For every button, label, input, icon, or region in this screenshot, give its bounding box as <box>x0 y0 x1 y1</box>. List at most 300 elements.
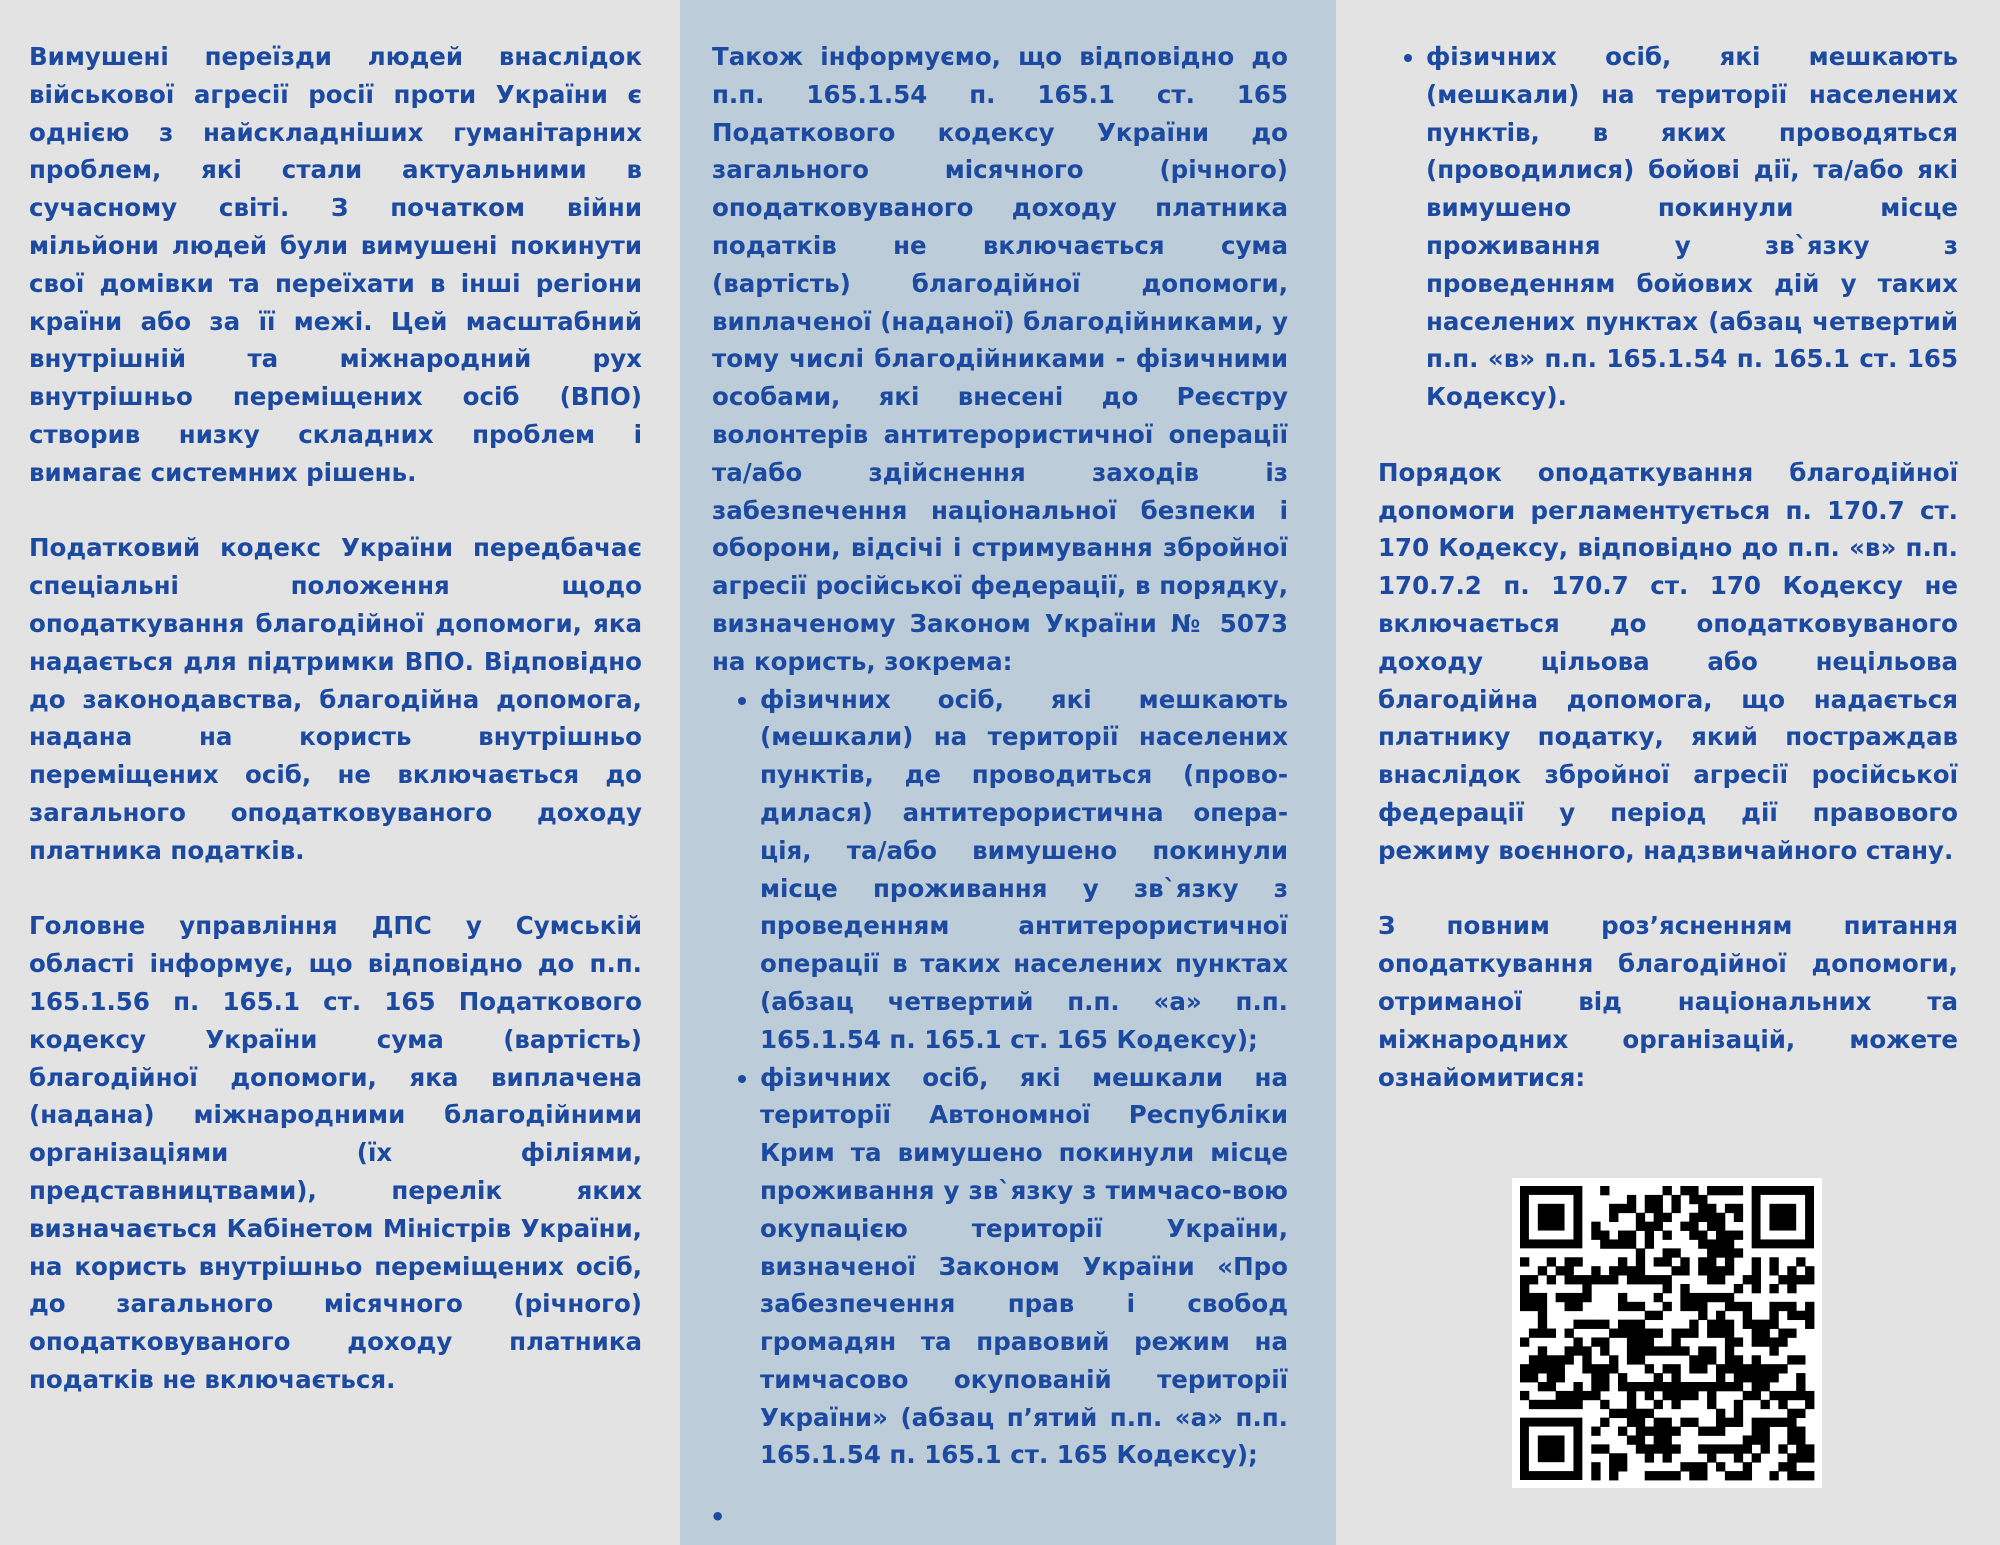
qr-module <box>1636 1427 1645 1436</box>
qr-module <box>1787 1329 1796 1338</box>
qr-module <box>1645 1329 1654 1338</box>
qr-module <box>1778 1364 1787 1373</box>
qr-module <box>1538 1364 1547 1373</box>
qr-module <box>1645 1382 1654 1391</box>
qr-module <box>1761 1444 1770 1453</box>
qr-module <box>1689 1382 1698 1391</box>
qr-module <box>1600 1231 1609 1240</box>
qr-module <box>1796 1409 1805 1418</box>
qr-module <box>1609 1453 1618 1462</box>
qr-module <box>1787 1409 1796 1418</box>
qr-module <box>1600 1186 1609 1195</box>
qr-module <box>1725 1231 1734 1240</box>
qr-module <box>1796 1373 1805 1382</box>
qr-module <box>1609 1471 1618 1480</box>
qr-module <box>1565 1302 1574 1311</box>
qr-module <box>1618 1302 1627 1311</box>
qr-module <box>1609 1239 1618 1248</box>
qr-module <box>1778 1391 1787 1400</box>
qr-module <box>1636 1266 1645 1275</box>
qr-module <box>1556 1266 1565 1275</box>
qr-module <box>1707 1186 1716 1195</box>
qr-module <box>1707 1444 1716 1453</box>
qr-module <box>1573 1382 1582 1391</box>
qr-module <box>1636 1435 1645 1444</box>
qr-module <box>1805 1471 1814 1480</box>
qr-module <box>1645 1222 1654 1231</box>
paragraph-full-explanation: З повним роз’ясненням питання оподаткування благодійної допомоги, отриманої від національних та міжнародних організацій, можете ознайомитися: <box>1378 911 1958 1092</box>
qr-module <box>1565 1329 1574 1338</box>
qr-module <box>1761 1329 1770 1338</box>
qr-module <box>1698 1346 1707 1355</box>
qr-module <box>1707 1355 1716 1364</box>
qr-module <box>1796 1257 1805 1266</box>
qr-module <box>1778 1337 1787 1346</box>
qr-module <box>1787 1418 1796 1427</box>
qr-module <box>1636 1257 1645 1266</box>
qr-module <box>1761 1382 1770 1391</box>
qr-module <box>1636 1444 1645 1453</box>
qr-module <box>1654 1311 1663 1320</box>
qr-module <box>1609 1462 1618 1471</box>
qr-module <box>1556 1293 1565 1302</box>
qr-module <box>1618 1204 1627 1213</box>
qr-module <box>1707 1222 1716 1231</box>
qr-module <box>1547 1364 1556 1373</box>
qr-module <box>1752 1337 1761 1346</box>
qr-module <box>1716 1222 1725 1231</box>
qr-module <box>1529 1373 1538 1382</box>
qr-module <box>1529 1293 1538 1302</box>
qr-module <box>1520 1302 1529 1311</box>
qr-module <box>1609 1213 1618 1222</box>
qr-module <box>1680 1391 1689 1400</box>
qr-module <box>1645 1204 1654 1213</box>
qr-module <box>1698 1364 1707 1373</box>
qr-module <box>1716 1462 1725 1471</box>
qr-code-icon[interactable] <box>1512 1178 1822 1488</box>
qr-module <box>1689 1320 1698 1329</box>
qr-module <box>1796 1391 1805 1400</box>
qr-module <box>1698 1462 1707 1471</box>
column-left <box>0 0 680 1545</box>
qr-module <box>1671 1400 1680 1409</box>
qr-module <box>1725 1382 1734 1391</box>
qr-module <box>1752 1435 1761 1444</box>
qr-module <box>1529 1355 1538 1364</box>
qr-module <box>1565 1391 1574 1400</box>
qr-module <box>1689 1231 1698 1240</box>
qr-module <box>1787 1311 1796 1320</box>
qr-module <box>1609 1355 1618 1364</box>
qr-module <box>1743 1364 1752 1373</box>
qr-module <box>1645 1311 1654 1320</box>
qr-module <box>1707 1213 1716 1222</box>
qr-module <box>1636 1248 1645 1257</box>
qr-module <box>1725 1320 1734 1329</box>
qr-module <box>1618 1257 1627 1266</box>
qr-module <box>1573 1293 1582 1302</box>
qr-module <box>1716 1329 1725 1338</box>
qr-module <box>1752 1275 1761 1284</box>
qr-module <box>1565 1293 1574 1302</box>
qr-module <box>1645 1337 1654 1346</box>
qr-module <box>1707 1382 1716 1391</box>
qr-module <box>1716 1213 1725 1222</box>
qr-module <box>1565 1346 1574 1355</box>
paragraph-tax-code: Податковий кодекс України передбачає спеціальні положення щодо оподаткування благодійної допомоги, яка надається для підтримки ВПО. Відповідно до законодавства, благодійна допомога, надана на користь внутрішньо переміщених осіб, не включається до загального оподатковуваного доходу платника податків. <box>29 533 642 865</box>
qr-module <box>1778 1302 1787 1311</box>
qr-module <box>1769 1391 1778 1400</box>
qr-finder-inner <box>1769 1204 1796 1231</box>
qr-module <box>1671 1364 1680 1373</box>
qr-module <box>1627 1195 1636 1204</box>
qr-module <box>1769 1346 1778 1355</box>
qr-module <box>1627 1204 1636 1213</box>
column-middle <box>680 0 1336 1545</box>
qr-module <box>1556 1373 1565 1382</box>
qr-module <box>1654 1382 1663 1391</box>
qr-module <box>1582 1275 1591 1284</box>
qr-module <box>1573 1302 1582 1311</box>
qr-module <box>1636 1275 1645 1284</box>
qr-module <box>1618 1239 1627 1248</box>
qr-module <box>1689 1195 1698 1204</box>
qr-module <box>1671 1204 1680 1213</box>
qr-module <box>1734 1400 1743 1409</box>
qr-module <box>1716 1266 1725 1275</box>
qr-module <box>1680 1302 1689 1311</box>
qr-module <box>1752 1391 1761 1400</box>
qr-module <box>1761 1337 1770 1346</box>
qr-module <box>1636 1346 1645 1355</box>
qr-module <box>1725 1204 1734 1213</box>
qr-module <box>1796 1382 1805 1391</box>
qr-module <box>1663 1453 1672 1462</box>
qr-module <box>1796 1311 1805 1320</box>
qr-module <box>1787 1266 1796 1275</box>
qr-module <box>1734 1204 1743 1213</box>
qr-module <box>1671 1266 1680 1275</box>
qr-module <box>1591 1444 1600 1453</box>
qr-module <box>1654 1213 1663 1222</box>
qr-module <box>1654 1257 1663 1266</box>
qr-module <box>1716 1248 1725 1257</box>
qr-module <box>1618 1320 1627 1329</box>
qr-module <box>1618 1373 1627 1382</box>
qr-module <box>1618 1427 1627 1436</box>
qr-module <box>1538 1355 1547 1364</box>
qr-module <box>1707 1248 1716 1257</box>
empty-bullet: • <box>710 1503 726 1531</box>
qr-module <box>1707 1346 1716 1355</box>
qr-module <box>1645 1346 1654 1355</box>
qr-module <box>1547 1257 1556 1266</box>
qr-module <box>1761 1400 1770 1409</box>
qr-module <box>1787 1471 1796 1480</box>
qr-module <box>1752 1257 1761 1266</box>
qr-module <box>1752 1453 1761 1462</box>
qr-module <box>1582 1320 1591 1329</box>
list-item-ato: • фізичних осіб, які мешкають (мешкали) на території населених пунктів, де проводиться (прово-дилася) антитерористична опера-ція, та/або вимушено покинули місце проживання у зв`язку з проведенням антитерористичної операції в таких населених пунктах (абзац четвертий п.п. «а» п.п. 165.1.54 п. 165.1 ст. 165 Кодексу); <box>760 681 1288 1059</box>
qr-module <box>1725 1302 1734 1311</box>
qr-module <box>1627 1337 1636 1346</box>
qr-module <box>1769 1373 1778 1382</box>
qr-module <box>1591 1222 1600 1231</box>
qr-module <box>1636 1302 1645 1311</box>
qr-module <box>1805 1391 1814 1400</box>
qr-module <box>1689 1391 1698 1400</box>
qr-module <box>1796 1435 1805 1444</box>
qr-module <box>1627 1346 1636 1355</box>
qr-module <box>1618 1462 1627 1471</box>
qr-module <box>1787 1462 1796 1471</box>
qr-module <box>1769 1418 1778 1427</box>
qr-module <box>1707 1320 1716 1329</box>
qr-module <box>1547 1329 1556 1338</box>
qr-module <box>1609 1329 1618 1338</box>
list-item-combat-zones: • фізичних осіб, які мешкають (мешкали) на території населених пунктів, в яких проводяться (проводилися) бойові дії, та/або які вимушено покинули місце проживання у зв`язку з проведенням бойових дій у таких населених пунктах (абзац четвертий п.п. «в» п.п. 165.1.54 п. 165.1 ст. 165 Кодексу). <box>1426 38 1958 416</box>
qr-module <box>1734 1248 1743 1257</box>
qr-module <box>1689 1364 1698 1373</box>
qr-module <box>1725 1239 1734 1248</box>
qr-module <box>1689 1293 1698 1302</box>
qr-module <box>1689 1462 1698 1471</box>
qr-module <box>1591 1471 1600 1480</box>
qr-module <box>1716 1373 1725 1382</box>
qr-module <box>1618 1409 1627 1418</box>
qr-module <box>1654 1444 1663 1453</box>
qr-module <box>1645 1275 1654 1284</box>
qr-module <box>1734 1213 1743 1222</box>
qr-module <box>1591 1266 1600 1275</box>
qr-module <box>1556 1400 1565 1409</box>
qr-module <box>1787 1427 1796 1436</box>
qr-module <box>1600 1444 1609 1453</box>
qr-module <box>1582 1364 1591 1373</box>
qr-module <box>1591 1391 1600 1400</box>
qr-module <box>1520 1337 1529 1346</box>
qr-module <box>1600 1382 1609 1391</box>
qr-module <box>1654 1329 1663 1338</box>
qr-module <box>1520 1293 1529 1302</box>
qr-module <box>1636 1329 1645 1338</box>
qr-module <box>1547 1355 1556 1364</box>
qr-module <box>1734 1355 1743 1364</box>
qr-module <box>1627 1435 1636 1444</box>
qr-module <box>1698 1266 1707 1275</box>
qr-module <box>1743 1391 1752 1400</box>
qr-module <box>1787 1284 1796 1293</box>
qr-module <box>1671 1337 1680 1346</box>
qr-module <box>1671 1329 1680 1338</box>
qr-module <box>1645 1364 1654 1373</box>
qr-module <box>1600 1337 1609 1346</box>
qr-module <box>1582 1346 1591 1355</box>
qr-module <box>1725 1186 1734 1195</box>
qr-module <box>1591 1337 1600 1346</box>
qr-module <box>1698 1195 1707 1204</box>
qr-module <box>1698 1444 1707 1453</box>
qr-module <box>1663 1186 1672 1195</box>
qr-module <box>1743 1320 1752 1329</box>
qr-module <box>1707 1257 1716 1266</box>
qr-module <box>1636 1382 1645 1391</box>
qr-module <box>1663 1391 1672 1400</box>
qr-module <box>1769 1471 1778 1480</box>
qr-module <box>1538 1320 1547 1329</box>
qr-module <box>1591 1231 1600 1240</box>
qr-module <box>1582 1284 1591 1293</box>
qr-module <box>1520 1391 1529 1400</box>
qr-module <box>1663 1382 1672 1391</box>
qr-module <box>1663 1248 1672 1257</box>
qr-module <box>1565 1400 1574 1409</box>
qr-module <box>1761 1364 1770 1373</box>
qr-module <box>1698 1293 1707 1302</box>
qr-module <box>1752 1373 1761 1382</box>
qr-module <box>1627 1239 1636 1248</box>
qr-module <box>1787 1355 1796 1364</box>
qr-finder-inner <box>1538 1435 1565 1462</box>
qr-module <box>1654 1275 1663 1284</box>
qr-module <box>1725 1293 1734 1302</box>
qr-module <box>1636 1355 1645 1364</box>
qr-module <box>1680 1382 1689 1391</box>
qr-module <box>1654 1222 1663 1231</box>
qr-module <box>1609 1364 1618 1373</box>
qr-module <box>1743 1471 1752 1480</box>
qr-module <box>1707 1266 1716 1275</box>
qr-module <box>1609 1409 1618 1418</box>
qr-module <box>1573 1400 1582 1409</box>
qr-module <box>1734 1337 1743 1346</box>
qr-module <box>1743 1373 1752 1382</box>
qr-finder-inner <box>1538 1204 1565 1231</box>
qr-module <box>1671 1382 1680 1391</box>
qr-module <box>1654 1204 1663 1213</box>
qr-module <box>1663 1213 1672 1222</box>
qr-module <box>1565 1355 1574 1364</box>
qr-module <box>1538 1266 1547 1275</box>
paragraph-sumy-dps: Головне управління ДПС у Сумській області інформує, що відповідно до п.п. 165.1.56 п. 165.1 ст. 165 Податкового кодексу України сума (вартість) благодійної допомоги, яка виплачена (надана) міжнародними благодійними організаціями (їх філіями, представництвами), перелік яких визначається Кабінетом Міністрів України, на користь внутрішньо переміщених осіб, до загального місячного (річного) оподатковуваного доходу платника податків не включається. <box>29 911 642 1394</box>
qr-module <box>1654 1427 1663 1436</box>
qr-module <box>1645 1471 1654 1480</box>
qr-module <box>1538 1400 1547 1409</box>
qr-module <box>1663 1427 1672 1436</box>
qr-module <box>1698 1311 1707 1320</box>
qr-module <box>1725 1337 1734 1346</box>
qr-module <box>1591 1364 1600 1373</box>
qr-module <box>1716 1427 1725 1436</box>
qr-module <box>1636 1222 1645 1231</box>
qr-module <box>1627 1329 1636 1338</box>
qr-module <box>1805 1444 1814 1453</box>
list-item-crimea: • фізичних осіб, які мешкали на території Автономної Республіки Крим та вимушено покинули місце проживання у зв`язку з тимчасо-вою окупацією території України, визначеної Законом України «Про забезпечення прав і свобод громадян та правовий режим на тимчасово окупованій території України» (абзац п’ятий п.п. «а» п.п. 165.1.54 п. 165.1 ст. 165 Кодексу); <box>760 1059 1288 1475</box>
qr-module <box>1565 1275 1574 1284</box>
qr-module <box>1769 1284 1778 1293</box>
qr-module <box>1707 1204 1716 1213</box>
qr-module <box>1609 1204 1618 1213</box>
qr-module <box>1761 1373 1770 1382</box>
qr-module <box>1761 1320 1770 1329</box>
qr-module <box>1752 1355 1761 1364</box>
qr-module <box>1573 1275 1582 1284</box>
qr-module <box>1796 1355 1805 1364</box>
qr-module <box>1645 1195 1654 1204</box>
qr-module <box>1636 1320 1645 1329</box>
qr-module <box>1752 1284 1761 1293</box>
qr-module <box>1600 1364 1609 1373</box>
qr-module <box>1787 1302 1796 1311</box>
qr-module <box>1689 1186 1698 1195</box>
qr-module <box>1680 1186 1689 1195</box>
qr-module <box>1752 1320 1761 1329</box>
qr-module <box>1627 1302 1636 1311</box>
qr-module <box>1698 1257 1707 1266</box>
qr-module <box>1627 1409 1636 1418</box>
qr-module <box>1529 1400 1538 1409</box>
qr-module <box>1805 1266 1814 1275</box>
qr-module <box>1698 1213 1707 1222</box>
qr-module <box>1654 1373 1663 1382</box>
qr-module <box>1663 1418 1672 1427</box>
qr-module <box>1636 1337 1645 1346</box>
qr-module <box>1556 1391 1565 1400</box>
qr-module <box>1582 1293 1591 1302</box>
qr-module <box>1627 1355 1636 1364</box>
qr-module <box>1573 1337 1582 1346</box>
qr-module <box>1671 1346 1680 1355</box>
qr-module <box>1707 1329 1716 1338</box>
qr-module <box>1627 1275 1636 1284</box>
qr-module <box>1645 1391 1654 1400</box>
qr-module <box>1698 1355 1707 1364</box>
qr-module <box>1734 1409 1743 1418</box>
qr-module <box>1520 1364 1529 1373</box>
qr-module <box>1743 1444 1752 1453</box>
qr-module <box>1698 1239 1707 1248</box>
qr-module <box>1671 1444 1680 1453</box>
qr-module <box>1663 1302 1672 1311</box>
qr-module <box>1520 1284 1529 1293</box>
qr-module <box>1671 1391 1680 1400</box>
qr-module <box>1707 1293 1716 1302</box>
qr-module <box>1805 1320 1814 1329</box>
qr-module <box>1520 1373 1529 1382</box>
qr-module <box>1796 1444 1805 1453</box>
qr-module <box>1591 1462 1600 1471</box>
qr-module <box>1529 1275 1538 1284</box>
qr-module <box>1716 1293 1725 1302</box>
qr-module <box>1654 1346 1663 1355</box>
qr-module <box>1725 1418 1734 1427</box>
qr-module <box>1689 1418 1698 1427</box>
qr-module <box>1778 1275 1787 1284</box>
qr-module <box>1538 1293 1547 1302</box>
qr-module <box>1734 1471 1743 1480</box>
qr-module <box>1707 1400 1716 1409</box>
qr-module <box>1609 1275 1618 1284</box>
qr-module <box>1547 1373 1556 1382</box>
qr-module <box>1529 1329 1538 1338</box>
qr-module <box>1743 1435 1752 1444</box>
qr-module <box>1796 1471 1805 1480</box>
qr-module <box>1796 1275 1805 1284</box>
qr-module <box>1645 1427 1654 1436</box>
qr-module <box>1573 1346 1582 1355</box>
qr-module <box>1591 1275 1600 1284</box>
